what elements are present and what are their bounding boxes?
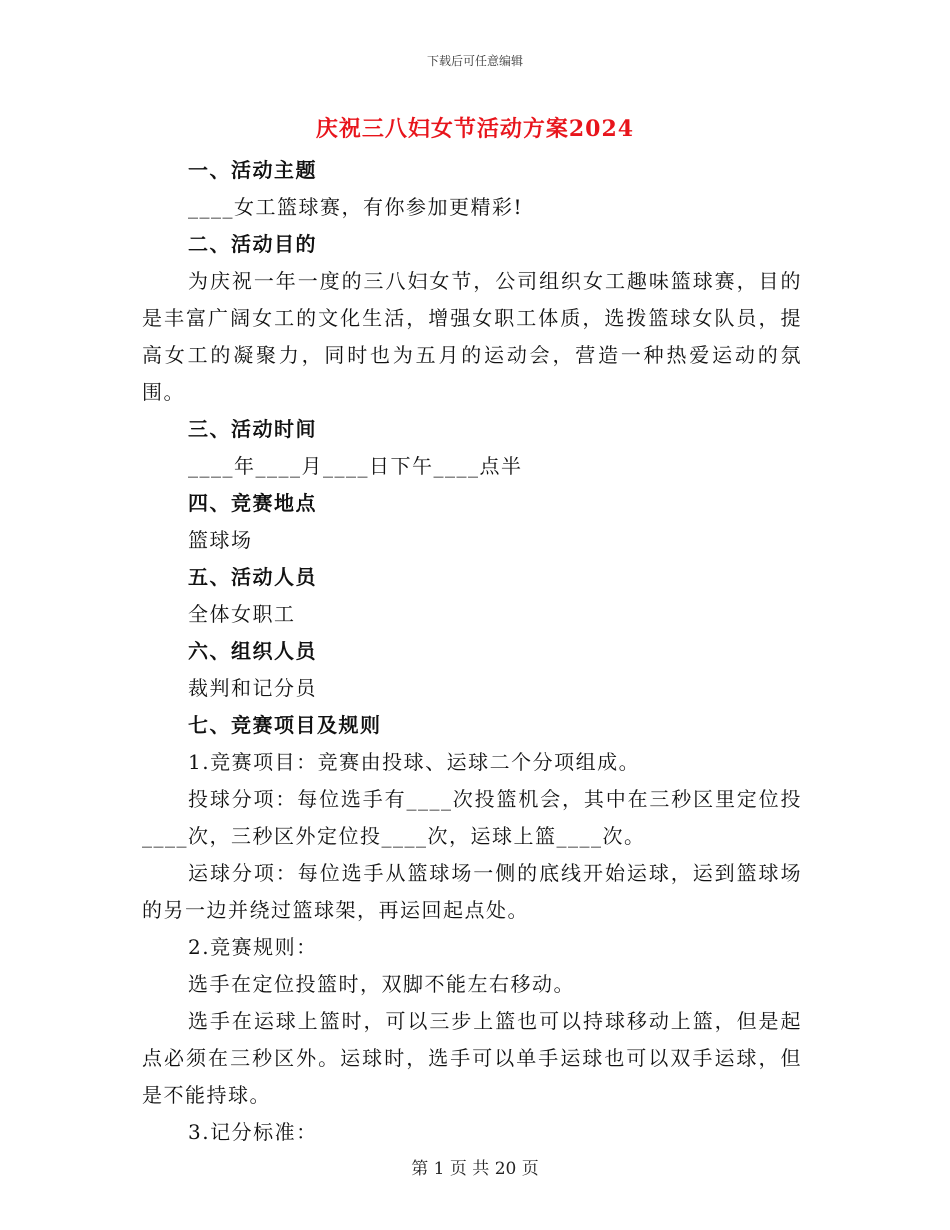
page-number: 第 1 页 共 20 页 (411, 1159, 539, 1179)
paragraph-venue: 篮球场 (188, 528, 253, 552)
paragraph-rule-shooting: 选手在定位投篮时，双脚不能左右移动。 (188, 972, 575, 996)
paragraph-shooting: 投球分项：每位选手有____次投篮机会，其中在三秒区里定位投____次，三秒区外定位投____次，运球上篮____次。 (142, 787, 802, 848)
paragraph-dribbling: 运球分项：每位选手从篮球场一侧的底线开始运球，运到篮球场的另一边并绕过篮球架，再运回起点处。 (142, 861, 802, 922)
paragraph-events: 1.竞赛项目：竞赛由投球、运球二个分项组成。 (188, 750, 641, 774)
heading-rules: 七、竞赛项目及规则 (188, 713, 382, 737)
heading-theme: 一、活动主题 (188, 158, 317, 182)
header-note: 下载后可任意编辑 (426, 54, 523, 68)
document-body (142, 152, 802, 1151)
heading-venue: 四、竞赛地点 (188, 491, 317, 515)
heading-time: 三、活动时间 (188, 417, 317, 441)
paragraph-rules-title: 2.竞赛规则： (188, 935, 318, 959)
heading-organizers: 六、组织人员 (188, 639, 317, 663)
document-title: 庆祝三八妇女节活动方案2024 (315, 116, 635, 142)
paragraph-rule-layup: 选手在运球上篮时，可以三步上篮也可以持球移动上篮，但是起点必须在三秒区外。运球时，选手可以单手运球也可以双手运球，但是不能持球。 (142, 1009, 802, 1107)
paragraph-scoring-title: 3.记分标准： (188, 1120, 318, 1144)
paragraph-participants: 全体女职工 (188, 602, 296, 626)
paragraph-organizers: 裁判和记分员 (188, 676, 317, 700)
heading-purpose: 二、活动目的 (188, 232, 317, 256)
paragraph-theme: ____女工篮球赛，有你参加更精彩! (188, 195, 524, 219)
paragraph-time: ____年____月____日下午____点半 (188, 454, 523, 478)
paragraph-purpose: 为庆祝一年一度的三八妇女节，公司组织女工趣味篮球赛，目的是丰富广阔女工的文化生活，增强女职工体质，选拨篮球女队员，提高女工的凝聚力，同时也为五月的运动会，营造一种热爱运动的氛围。 (142, 269, 802, 404)
heading-participants: 五、活动人员 (188, 565, 317, 589)
